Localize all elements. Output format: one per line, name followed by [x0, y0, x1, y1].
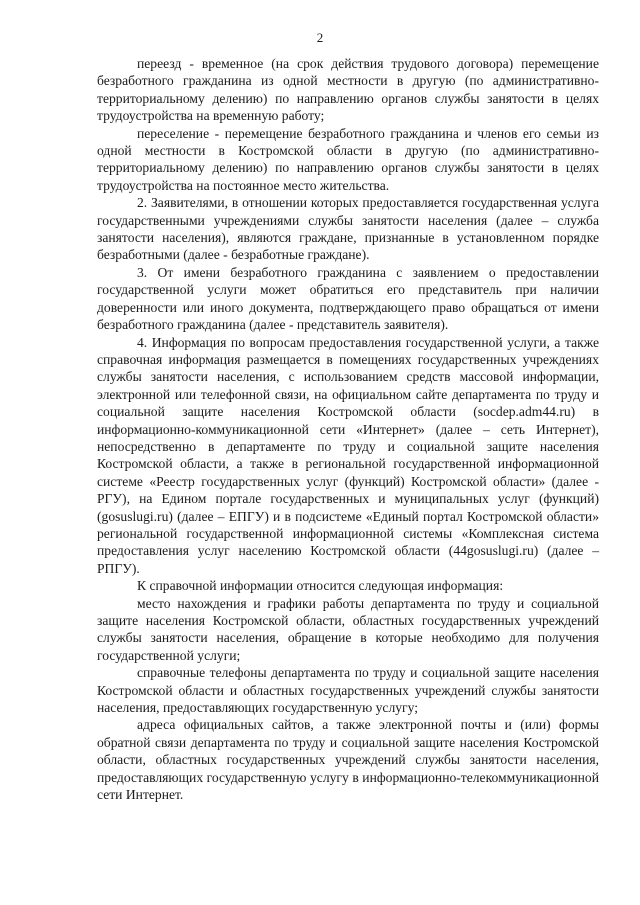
paragraph-item-2-applicants: 2. Заявителями, в отношении которых предоставляется государственная услуга государственными учреждениями службы занятости населения (далее – служба занятости населения), являются граждане, признанные в установленном порядке безработными (далее - безработные граждане). — [97, 195, 599, 263]
page-number: 2 — [316, 30, 324, 45]
paragraph-item-4-information: 4. Информация по вопросам предоставления государственной услуги, а также справочная информация размещается в помещениях государственных учреждениях службы занятости населения, с использованием средств массовой информации, электронной или телефонной связи, на официальном сайте департамента по труду и социальной защите населения Костромской области (socdep.adm44.ru) в информационно-коммуникационной сети «Интернет» (далее – сеть Интернет), непосредственно в департаменте по труду и социальной защите населения Костромской области, а также в региональной государственной информационной системе «Реестр государственных услуг (функций) Костромской области» (далее - РГУ), на Едином портале государственных и муниципальных услуг (функций) (gosuslugi.ru) (далее – ЕПГУ) и в подсистеме «Единый портал Костромской области» региональной государственной информационной системы «Комплексная система предоставления услуг населению Костромской области (44gosuslugi.ru) (далее – РПГУ). — [97, 334, 599, 576]
paragraph-websites-email: адреса официальных сайтов, а также электронной почты и (или) формы обратной связи департамента по труду и социальной защите населения Костромской области, областных государственных учреждений службы занятости населения, предоставляющих государственную услугу в информационно-телекоммуникационной сети Интернет. — [97, 717, 599, 803]
document-body — [97, 55, 599, 803]
paragraph-pereselenie: переселение - перемещение безработного гражданина и членов его семьи из одной местности в Костромской области в другую (по административно-территориальному делению) по направлению органов службы занятости в целях трудоустройства на постоянное место жительства. — [97, 125, 599, 193]
paragraph-location-schedule: место нахождения и графики работы департамента по труду и социальной защите населения Костромской области, областных государственных учреждений службы занятости населения, обращение в которые необходимо для получения государственной услуги; — [97, 595, 599, 663]
paragraph-item-3-representative: 3. От имени безработного гражданина с заявлением о предоставлении государственной услуги может обратиться его представитель при наличии доверенности или иного документа, подтверждающего право обращаться от имени безработного гражданина (далее - представитель заявителя). — [97, 264, 599, 333]
paragraph-phones: справочные телефоны департамента по труду и социальной защите населения Костромской области и областных государственных учреждений службы занятости населения, предоставляющих государственную услугу; — [97, 665, 599, 716]
paragraph-pereezd: переезд - временное (на срок действия трудового договора) перемещение безработного гражданина из одной местности в другую (по административно-территориальному делению) по направлению органов службы занятости в целях трудоустройства на временную работу; — [97, 56, 599, 124]
paragraph-reference-info-intro: К справочной информации относится следующая информация: — [137, 578, 504, 594]
